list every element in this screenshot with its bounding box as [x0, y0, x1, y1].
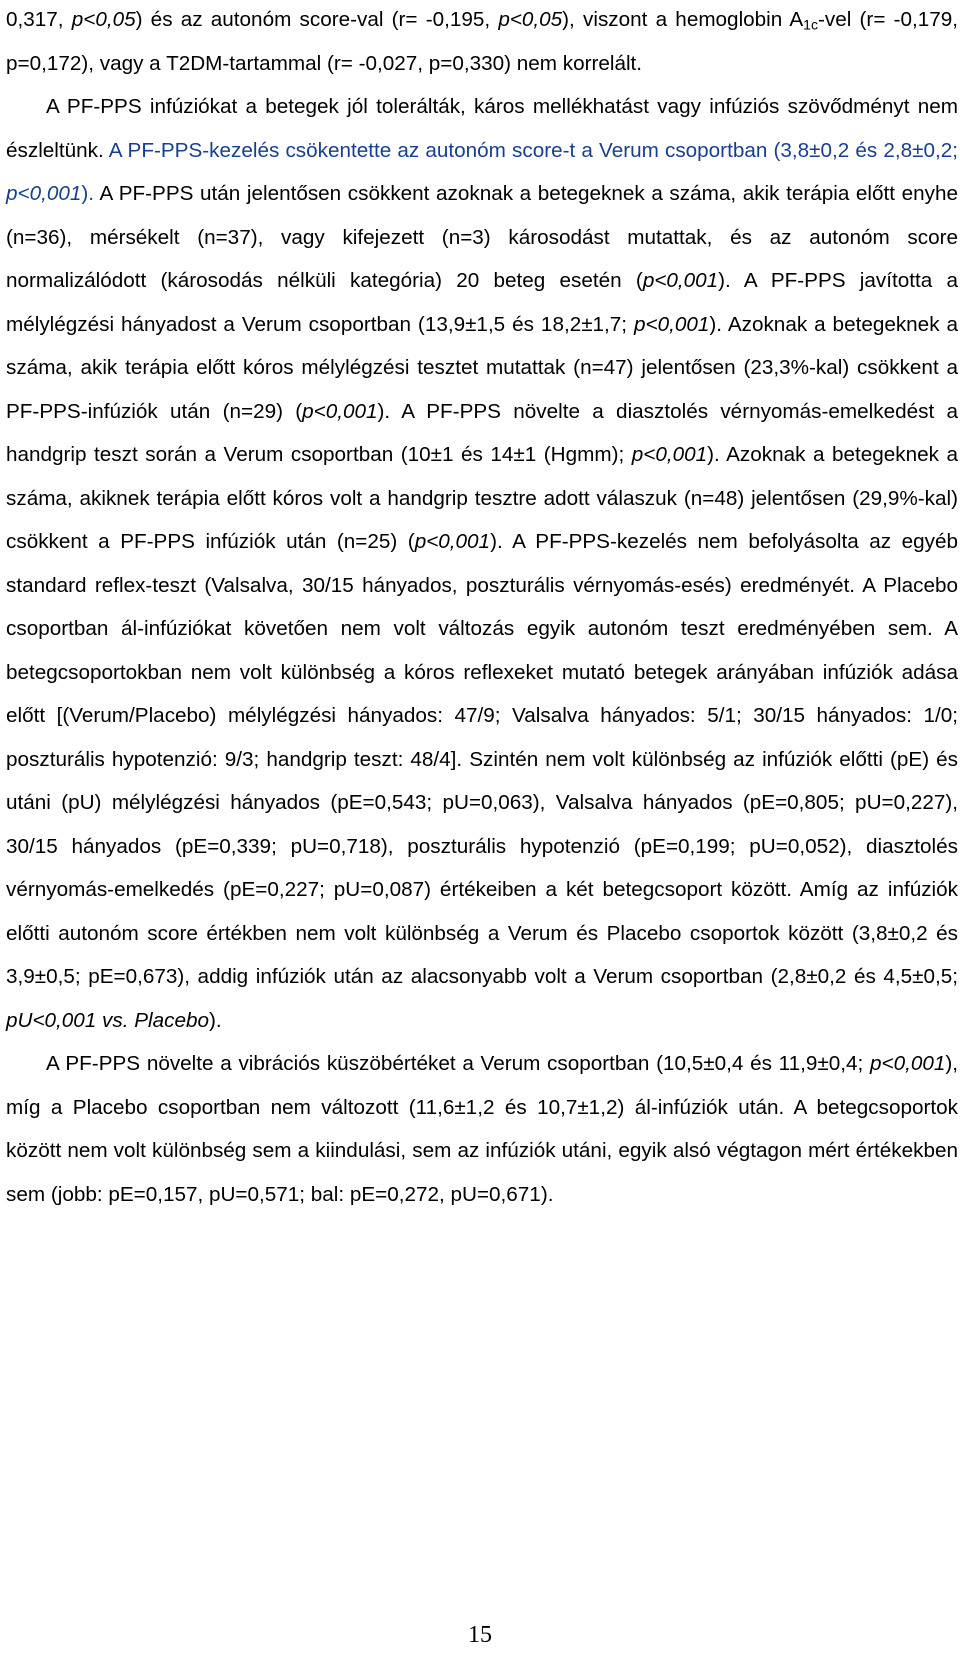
paragraph-3: [6, 1042, 958, 1216]
text-segment: -vel (r= -0,179, p=0,172), vagy a T2DM-tartammal (r= -0,027, p=0,330) nem korrelált.: [6, 8, 959, 75]
italic-text: p<0,001: [302, 399, 378, 423]
text-segment: ).: [81, 182, 94, 205]
paragraph-2: [6, 85, 958, 1042]
text-segment: 0,317,: [6, 8, 72, 31]
italic-text: p<0,001: [634, 312, 710, 336]
text-segment: ), míg a Placebo csoportban nem változott (11,6±1,2 és 10,7±1,2) ál-infúziók után. A betegcsoportok között nem volt különbség sem a kiindulási, sem az infúziók utáni, egyik alsó végtagon mért értékekben sem (jobb: pE=0,157, pU=0,571; bal: pE=0,272, pU=0,671).: [6, 1052, 958, 1206]
text-segment: ). Azoknak a betegeknek a száma, akiknek terápia előtt kóros volt a handgrip tesztre adott válaszuk (n=48) jelentősen (29,9%-kal) csökkent a PF-PPS infúziók után (n=25) (: [6, 443, 958, 553]
page-body: [6, 0, 958, 1216]
italic-text: p<0,001: [631, 443, 708, 466]
text-segment: A PF-PPS növelte a vibrációs küszöbértéket a Verum csoportban (10,5±0,4 és 11,9±0,4;: [46, 1052, 870, 1075]
italic-text: p<0,05: [498, 8, 563, 31]
italic-text: p<0,001: [6, 182, 82, 205]
italic-text: p<0,05: [71, 8, 136, 31]
italic-text: p<0,001: [414, 530, 491, 553]
text-segment: A PF-PPS után jelentősen csökkent azoknak a betegeknek a száma, akik terápia előtt enyhe (n=36), mérsékelt (n=37), vagy kifejezett (n=3) károsodást mutattak, és az autonóm score normalizálódott (károsodás nélküli kategória) 20 beteg esetén (: [6, 182, 958, 292]
italic-text: pU<0,001 vs. Placebo: [6, 1008, 209, 1032]
text-segment: ). A PF-PPS javította a mélylégzési hányadost a Verum csoportban (13,9±1,5 és 18,2±1,7;: [6, 269, 958, 336]
text-segment: ). A PF-PPS növelte a diasztolés vérnyomás-emelkedést a handgrip teszt során a Verum csoportban (10±1 és 14±1 (Hgmm);: [6, 399, 958, 466]
text-segment: ). Azoknak a betegeknek a száma, akik terápia előtt kóros mélylégzési tesztet mutattak (n=47) jelentősen (23,3%-kal) csökkent a PF-PPS-infúziók után (n=29) (: [6, 312, 958, 423]
page-number: 15: [468, 1622, 492, 1648]
subscript-text: 1c: [803, 16, 818, 33]
italic-text: p<0,001: [642, 269, 719, 292]
paragraph-1: [6, 0, 958, 85]
text-segment: ) és az autonóm score-val (r= -0,195,: [135, 8, 499, 31]
text-segment: ).: [209, 1008, 222, 1032]
text-segment: ), viszont a hemoglobin A: [562, 8, 804, 31]
text-segment: A PF-PPS infúziókat a betegek jól tolerálták, káros mellékhatást vagy infúziós szövődményt nem észleltünk.: [6, 95, 958, 162]
italic-text: p<0,001: [870, 1052, 946, 1075]
text-segment: ). A PF-PPS-kezelés nem befolyásolta az egyéb standard reflex-teszt (Valsalva, 30/15 hányados, poszturális vérnyomás-esés) eredményét. A Placebo csoportban ál-infúziókat követően nem volt változás egyik autonóm teszt eredményében sem. A betegcsoportokban nem volt különbség a kóros reflexeket mutató betegek arányában infúziók adása előtt [(Verum/Placebo) mélylégzési hányados: 47/9; Valsalva hányados: 5/1; 30/15 hányados: 1/0; poszturális hypotenzió: 9/3; handgrip teszt: 48/4]. Szintén nem volt különbség az infúziók előtti (pE) és utáni (pU) mélylégzési hányados (pE=0,543; pU=0,063), Valsalva hányados (pE=0,805; pU=0,227), 30/15 hányados (pE=0,339; pU=0,718), poszturális hypotenzió (pE=0,199; pU=0,052), diasztolés vérnyomás-emelkedés (pE=0,227; pU=0,087) értékeiben a két betegcsoport között. Amíg az infúziók előtti autonóm score értékben nem volt különbség a Verum és Placebo csoportok között (3,8±0,2 és 3,9±0,5; pE=0,673), addig infúziók után az alacsonyabb volt a Verum csoportban (2,8±0,2 és 4,5±0,5;: [6, 530, 958, 988]
text-segment: A PF-PPS-kezelés csökentette az autonóm score-t a Verum csoportban (3,8±0,2 és 2,8±0,2;: [108, 138, 958, 162]
